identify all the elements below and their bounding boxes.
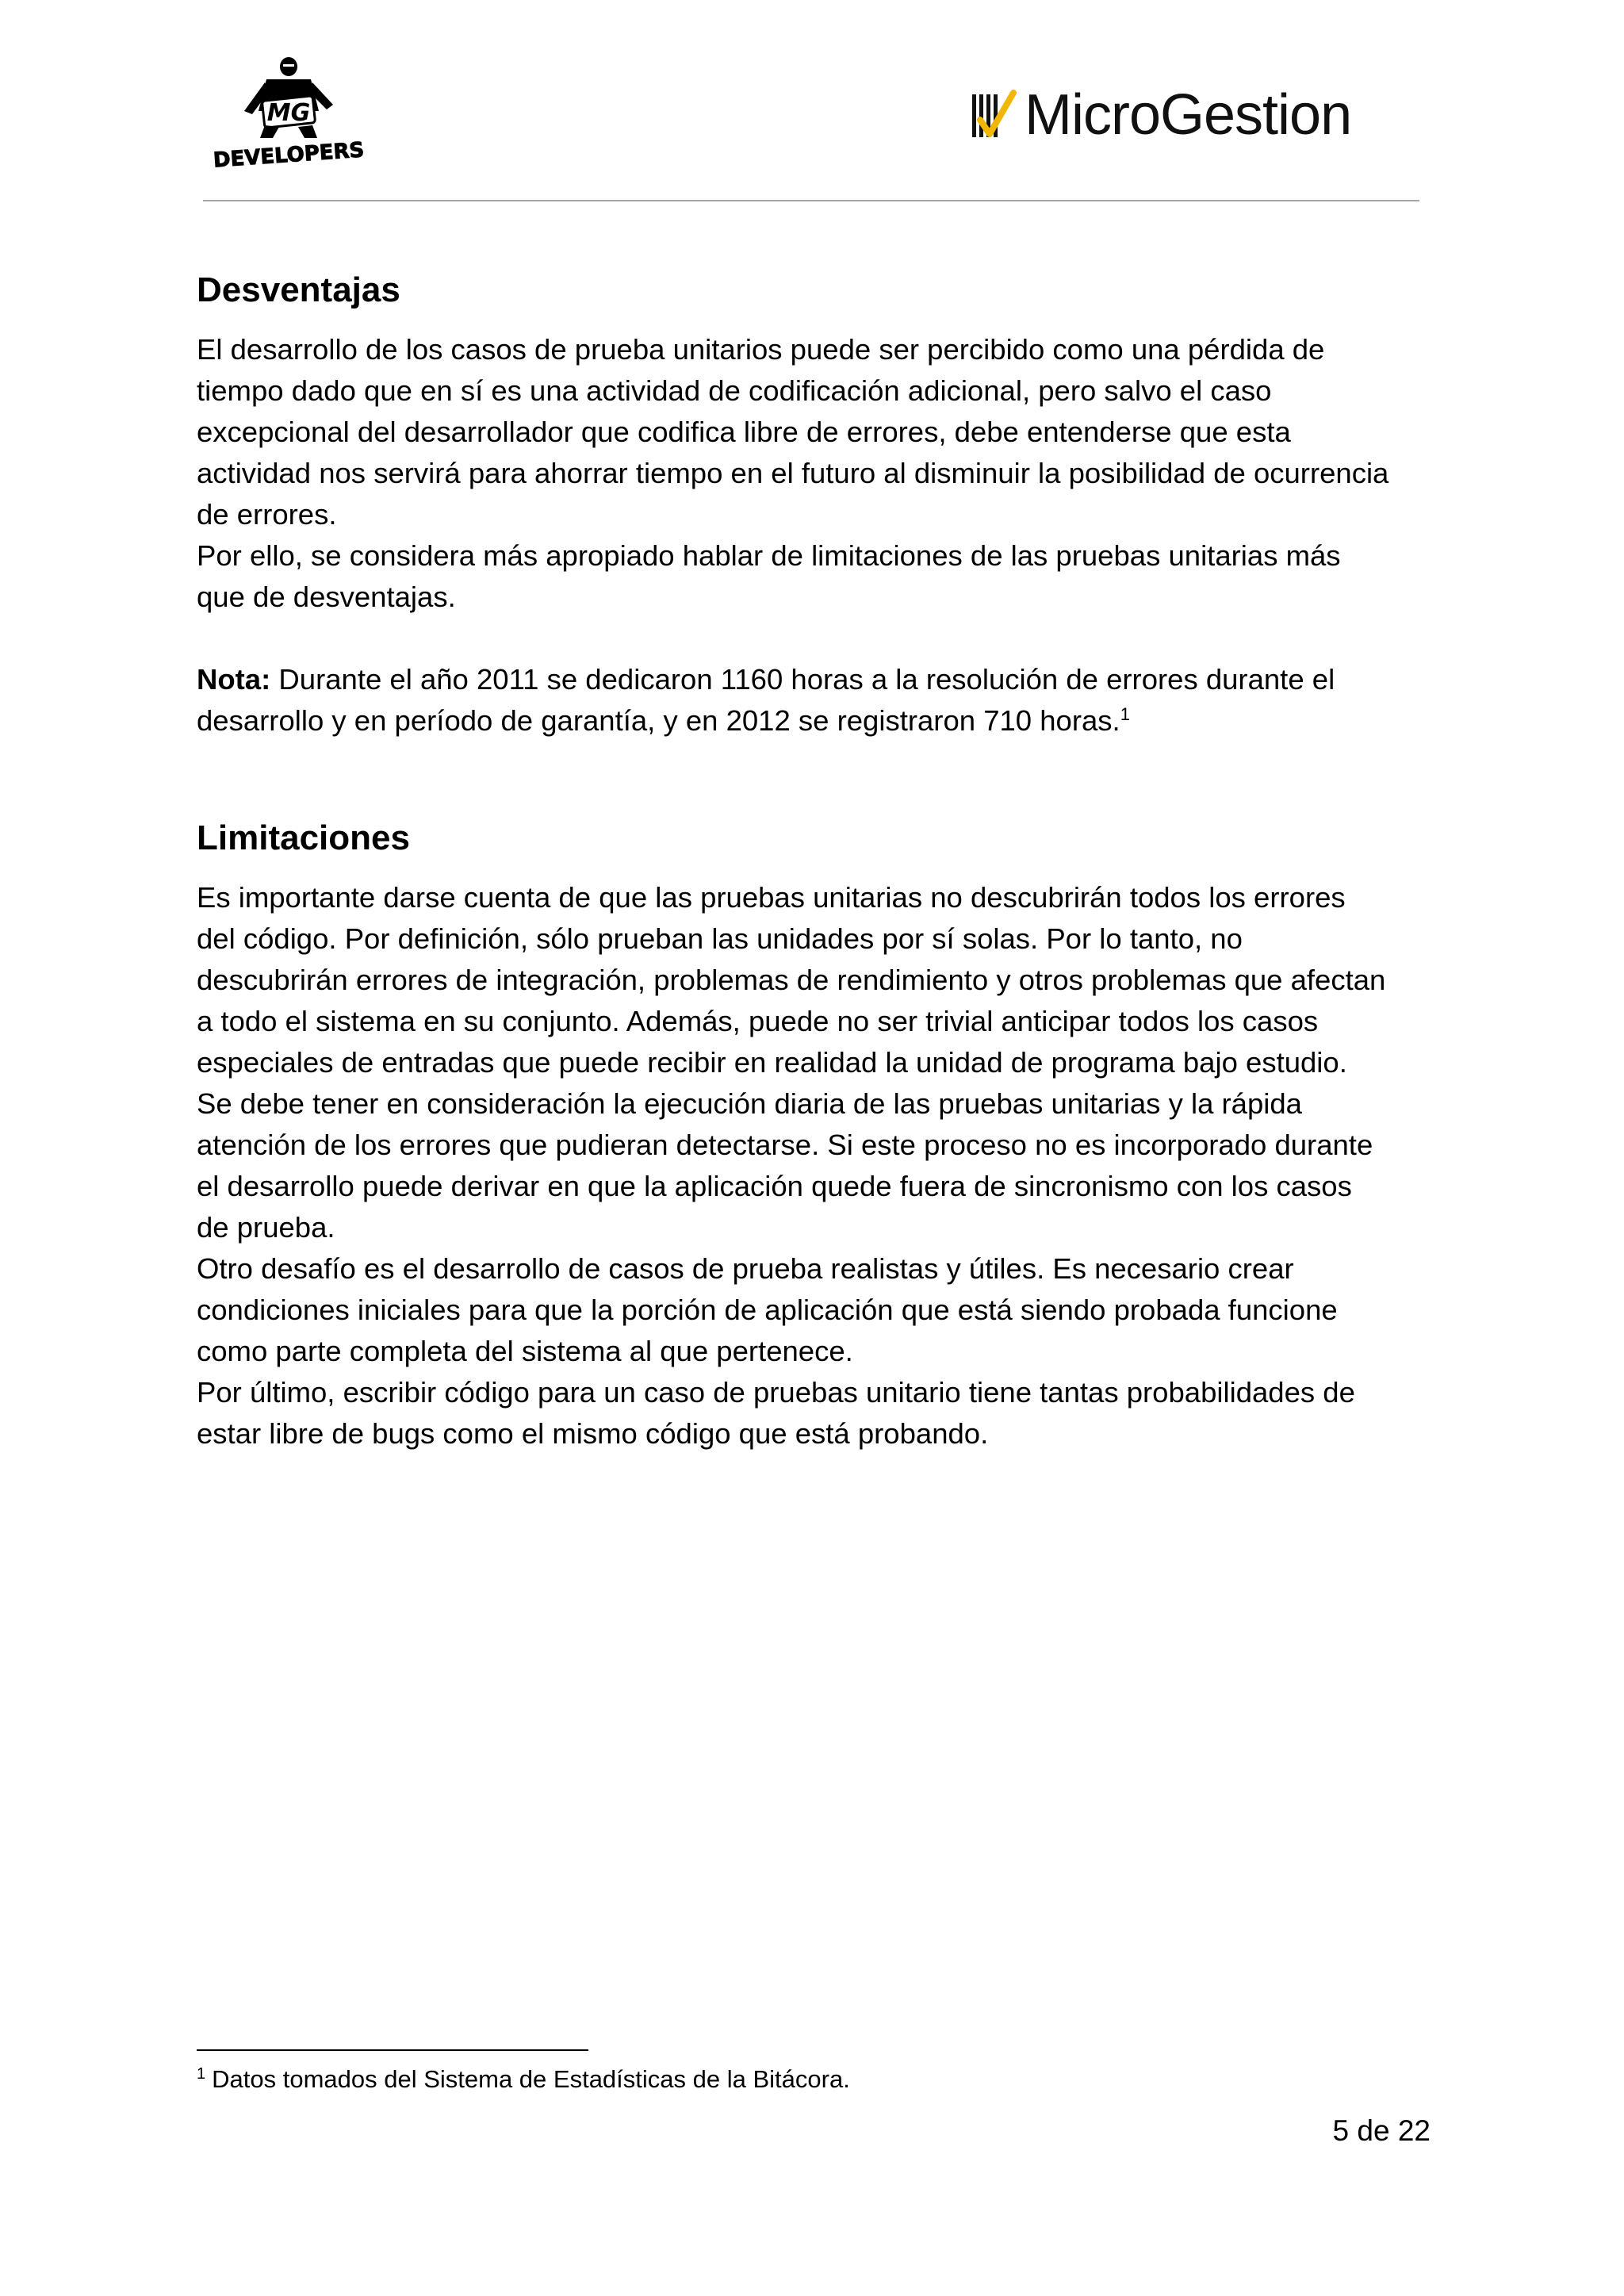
footnote-divider (197, 2049, 588, 2051)
footnote-marker: 1 (197, 2064, 206, 2083)
footnote-text: Datos tomados del Sistema de Estadísticas de la Bitácora. (212, 2065, 850, 2093)
footnote-reference[interactable]: 1 (1120, 703, 1130, 724)
note-label: Nota: (197, 662, 271, 696)
section-desventajas (197, 270, 1465, 742)
developers-logo-text: DEVELOPERS (213, 138, 366, 173)
microgestion-brand: MicroGestion (1025, 83, 1352, 147)
page-content (197, 270, 1465, 1455)
microgestion-check-icon (972, 90, 1017, 140)
note-paragraph (197, 659, 1465, 742)
section-title: Limitaciones (197, 818, 410, 857)
microgestion-logo (972, 79, 1351, 151)
page-number: 5 de 22 (1332, 2114, 1431, 2147)
section-title: Desventajas (197, 270, 400, 309)
mg-logo-text: MG (266, 99, 311, 127)
mg-developers-logo (213, 56, 366, 173)
section-body: Es importante darse cuenta de que las pruebas unitarias no descubrirán todos los errores del código. Por definición, sólo prueban las unidades por sí solas. Por lo tanto, no descubrirán errores de integración, problemas de rendimiento y otros problemas que afectan a todo el sistema en su conjunto. Además, puede no ser trivial anticipar todos los casos especiales de entradas que puede recibir en realidad la unidad de programa bajo estudio. Se debe tener en consideración la ejecución diaria de las pruebas unitarias y la rápida atención de los errores que pudieran detectarse. Si este proceso no es incorporado durante el desarrollo puede derivar en que la aplicación quede fuera de sincronismo con los casos de prueba. Otro desafío es el desarrollo de casos de prueba realistas y útiles. Es necesario crear condiciones iniciales para que la porción de aplicación que está siendo probada funcione como parte completa del sistema al que pertenece. Por último, escribir código para un caso de pruebas unitario tiene tantas probabilidades de estar libre de bugs como el mismo código que está probando. (197, 880, 1386, 1450)
section-body: El desarrollo de los casos de prueba unitarios puede ser percibido como una pérdida de tiempo dado que en sí es una actividad de codificación adicional, pero salvo el caso excepcional del desarrollador que codifica libre de errores, debe entenderse que esta actividad nos servirá para ahorrar tiempo en el futuro al disminuir la posibilidad de ocurrencia de errores. Por ello, se considera más apropiado hablar de limitaciones de las pruebas unitarias más que de desventajas. (197, 332, 1389, 613)
note-text: Durante el año 2011 se dedicaron 1160 horas a la resolución de errores durante el desarrollo y en período de garantía, y en 2012 se registraron 710 horas. (197, 662, 1335, 737)
footnote (197, 2064, 850, 2095)
header-divider (203, 200, 1419, 201)
section-limitaciones (197, 818, 1465, 1455)
